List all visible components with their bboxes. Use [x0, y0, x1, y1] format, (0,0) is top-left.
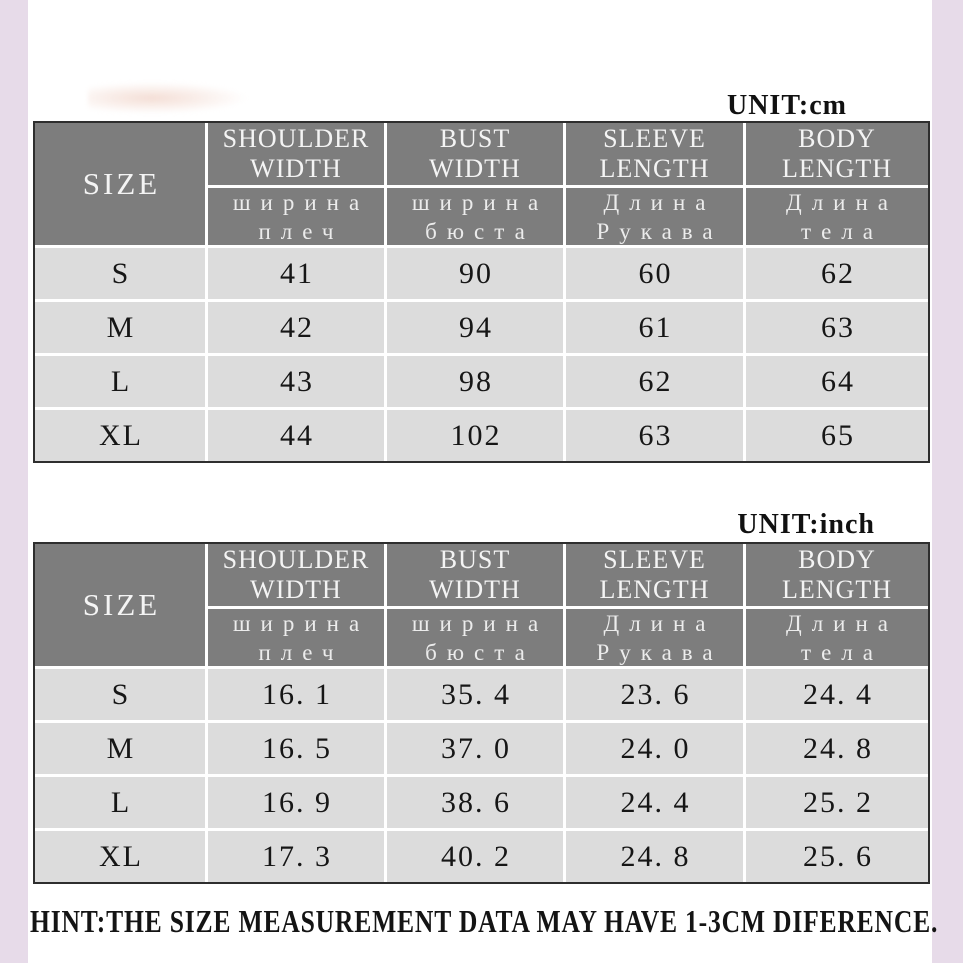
header-line-ru: Длина [603, 610, 716, 636]
header-line: BODY [798, 124, 876, 153]
measurement-value: 63 [566, 410, 743, 461]
measurement-value: 25. 2 [746, 777, 928, 828]
header-line-ru: Длина [603, 189, 716, 215]
unit-label-cm: UNIT:cm [726, 90, 847, 121]
header-line-ru: Рукава [596, 639, 723, 665]
row-size-label: M [35, 302, 205, 353]
measurement-value: 61 [566, 302, 743, 353]
measurement-value: 24. 0 [566, 723, 743, 774]
header-line-ru: плеч [258, 218, 344, 244]
measurement-value: 24. 8 [566, 831, 743, 882]
hint-text: HINT:THE SIZE MEASUREMENT DATA MAY HAVE 1-3CM DIFERENCE. [30, 903, 939, 939]
header-line: LENGTH [782, 154, 892, 183]
header-ru-bust [387, 609, 563, 666]
measurement-value: 38. 6 [387, 777, 563, 828]
row-size-label: S [35, 248, 205, 299]
header-ru-shoulder [208, 188, 384, 245]
measurement-value: 24. 8 [746, 723, 928, 774]
measurement-value: 24. 4 [746, 669, 928, 720]
measurement-value: 16. 9 [208, 777, 384, 828]
measurement-value: 35. 4 [387, 669, 563, 720]
measurement-value: 94 [387, 302, 563, 353]
header-sleeve-length [566, 544, 743, 606]
header-line-ru: ширина [232, 610, 370, 636]
size-header-cell: SIZE [35, 544, 205, 666]
size-table-cm [33, 121, 930, 463]
measurement-value: 62 [746, 248, 928, 299]
row-size-label: L [35, 356, 205, 407]
measurement-value: 90 [387, 248, 563, 299]
header-line-ru: ширина [232, 189, 370, 215]
measurement-value: 44 [208, 410, 384, 461]
measurement-value: 65 [746, 410, 928, 461]
faded-watermark-smudge [88, 82, 248, 114]
header-line: WIDTH [429, 154, 521, 183]
header-ru-bust [387, 188, 563, 245]
header-line: LENGTH [599, 575, 710, 604]
measurement-value: 62 [566, 356, 743, 407]
header-line: BUST [439, 545, 511, 574]
header-ru-sleeve [566, 188, 743, 245]
size-header-cell: SIZE [35, 123, 205, 245]
measurement-value: 64 [746, 356, 928, 407]
header-shoulder-width [208, 123, 384, 185]
header-line-ru: ширина [411, 189, 549, 215]
header-bust-width [387, 123, 563, 185]
header-line: WIDTH [250, 575, 342, 604]
header-line-ru: бюста [425, 218, 535, 244]
row-size-label: L [35, 777, 205, 828]
left-border-strip [0, 0, 28, 963]
measurement-value: 60 [566, 248, 743, 299]
header-line: SLEEVE [603, 124, 706, 153]
measurement-value: 16. 1 [208, 669, 384, 720]
measurement-value: 37. 0 [387, 723, 563, 774]
size-table-inch [33, 542, 930, 884]
header-line: LENGTH [599, 154, 710, 183]
measurement-value: 63 [746, 302, 928, 353]
header-body-length [746, 123, 928, 185]
row-size-label: XL [35, 410, 205, 461]
header-line: SHOULDER [222, 124, 370, 153]
measurement-value: 42 [208, 302, 384, 353]
header-shoulder-width [208, 544, 384, 606]
measurement-value: 24. 4 [566, 777, 743, 828]
header-ru-body [746, 609, 928, 666]
row-size-label: S [35, 669, 205, 720]
measurement-value: 40. 2 [387, 831, 563, 882]
measurement-value: 98 [387, 356, 563, 407]
header-line-ru: тела [801, 639, 883, 665]
unit-label-inch: UNIT:inch [737, 509, 875, 540]
header-line-ru: тела [801, 218, 883, 244]
header-line: BODY [798, 545, 876, 574]
header-line-ru: Длина [786, 189, 898, 215]
header-ru-shoulder [208, 609, 384, 666]
header-line-ru: ширина [411, 610, 549, 636]
header-line: SLEEVE [603, 545, 706, 574]
row-size-label: M [35, 723, 205, 774]
header-line-ru: Длина [786, 610, 898, 636]
measurement-value: 23. 6 [566, 669, 743, 720]
header-bust-width [387, 544, 563, 606]
right-border-strip [932, 0, 963, 963]
measurement-value: 25. 6 [746, 831, 928, 882]
header-line: LENGTH [782, 575, 892, 604]
header-sleeve-length [566, 123, 743, 185]
measurement-value: 17. 3 [208, 831, 384, 882]
header-line: WIDTH [250, 154, 342, 183]
header-ru-sleeve [566, 609, 743, 666]
header-line: BUST [439, 124, 511, 153]
header-body-length [746, 544, 928, 606]
header-ru-body [746, 188, 928, 245]
measurement-value: 43 [208, 356, 384, 407]
header-line-ru: плеч [258, 639, 344, 665]
header-line: WIDTH [429, 575, 521, 604]
header-line: SHOULDER [222, 545, 370, 574]
row-size-label: XL [35, 831, 205, 882]
measurement-value: 41 [208, 248, 384, 299]
measurement-value: 16. 5 [208, 723, 384, 774]
header-line-ru: Рукава [596, 218, 723, 244]
header-line-ru: бюста [425, 639, 535, 665]
measurement-value: 102 [387, 410, 563, 461]
